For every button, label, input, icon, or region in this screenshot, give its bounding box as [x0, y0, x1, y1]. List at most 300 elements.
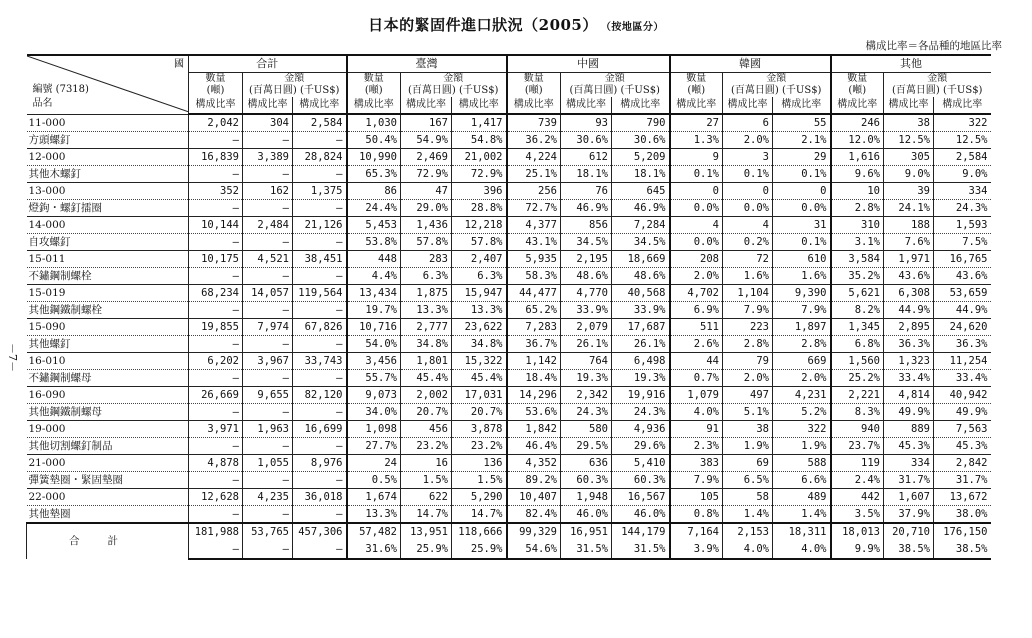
table-cell: 34.5% — [612, 234, 670, 251]
table-cell: 20.7% — [452, 404, 507, 421]
table-cell: 10,175 — [189, 251, 243, 268]
table-cell: 31.7% — [934, 472, 991, 489]
qty-header — [670, 73, 723, 98]
table-cell: 25.2% — [831, 370, 884, 387]
table-cell: 15,947 — [452, 285, 507, 302]
table-cell: 1.4% — [723, 506, 773, 524]
table-cell: 40,942 — [934, 387, 991, 404]
table-cell: 23.7% — [831, 438, 884, 455]
table-cell: 4,224 — [507, 149, 561, 166]
table-cell: — — [243, 404, 293, 421]
table-cell: 46.4% — [507, 438, 561, 455]
table-cell: 30.6% — [561, 132, 612, 149]
data-row-ratios-label: 其他木螺釘 — [27, 166, 189, 183]
data-row-ratios — [27, 472, 991, 489]
table-cell: 44 — [670, 353, 723, 370]
table-cell: 17,687 — [612, 319, 670, 336]
table-cell: 3.1% — [831, 234, 884, 251]
table-cell: 256 — [507, 183, 561, 200]
table-cell: 23.2% — [401, 438, 452, 455]
table-cell: — — [189, 506, 243, 524]
table-cell: 1.6% — [723, 268, 773, 285]
table-cell: 12,218 — [452, 217, 507, 234]
name-label: 品名 — [32, 97, 53, 109]
table-cell: 2,002 — [401, 387, 452, 404]
table-cell: 7,283 — [507, 319, 561, 336]
table-cell: 33.4% — [884, 370, 934, 387]
table-cell: 72.9% — [452, 166, 507, 183]
data-row-values-label: 22-000 — [27, 489, 189, 506]
qty-label: 數量 — [205, 73, 226, 84]
qty-unit: (噸) — [848, 85, 867, 96]
table-cell: 24.1% — [884, 200, 934, 217]
region-other: 其他 — [831, 55, 991, 73]
table-cell: 5,935 — [507, 251, 561, 268]
table-cell: 6.3% — [401, 268, 452, 285]
table-cell: — — [293, 302, 347, 319]
table-cell: 45.4% — [401, 370, 452, 387]
table-cell: 0.0% — [670, 200, 723, 217]
table-cell: 49.9% — [934, 404, 991, 421]
table-cell: 8,976 — [293, 455, 347, 472]
data-row-ratios-label: 彈簧墊圈・緊固墊圈 — [27, 472, 189, 489]
table-cell: 246 — [831, 114, 884, 132]
data-row-values-label: 14-000 — [27, 217, 189, 234]
table-cell: 0.8% — [670, 506, 723, 524]
table-cell: 383 — [670, 455, 723, 472]
table-cell: 2.0% — [723, 370, 773, 387]
table-cell: 38,451 — [293, 251, 347, 268]
data-row-values — [27, 455, 991, 472]
table-cell: 334 — [934, 183, 991, 200]
table-cell: 37.9% — [884, 506, 934, 524]
table-cell: 1,607 — [884, 489, 934, 506]
table-cell: 19.7% — [347, 302, 401, 319]
table-cell: 2.0% — [773, 370, 831, 387]
amount-header — [884, 73, 991, 98]
amount-units: (百萬日圓) (千US$) — [408, 85, 499, 96]
table-cell: 4,702 — [670, 285, 723, 302]
table-cell: 2,342 — [561, 387, 612, 404]
table-cell: 9.6% — [831, 166, 884, 183]
table-cell: 82,120 — [293, 387, 347, 404]
amount-units: (百萬日圓) (千US$) — [249, 85, 340, 96]
title-subtitle: （按地區分） — [605, 22, 664, 33]
table-cell: 6.6% — [773, 472, 831, 489]
table-cell: — — [243, 268, 293, 285]
total-ratio-cell: 31.6% — [347, 541, 401, 559]
table-cell: 1,079 — [670, 387, 723, 404]
table-cell: 35.2% — [831, 268, 884, 285]
amount-units: (百萬日圓) (千US$) — [569, 85, 660, 96]
table-cell: 18.1% — [612, 166, 670, 183]
data-row-values-label: 15-090 — [27, 319, 189, 336]
table-cell: 44.9% — [934, 302, 991, 319]
total-ratio-cell: — — [243, 541, 293, 559]
table-cell: 36.3% — [884, 336, 934, 353]
table-cell: 4,231 — [773, 387, 831, 404]
table-cell: — — [189, 302, 243, 319]
data-row-ratios-label: 不鏽鋼制螺栓 — [27, 268, 189, 285]
table-cell: 5,290 — [452, 489, 507, 506]
table-cell: — — [293, 132, 347, 149]
table-cell: 5,621 — [831, 285, 884, 302]
table-cell: 322 — [773, 421, 831, 438]
table-cell: 2.8% — [773, 336, 831, 353]
table-cell: 14.7% — [401, 506, 452, 524]
total-cell: 181,988 — [189, 523, 243, 541]
ratio-header: 構成比率 — [189, 97, 243, 114]
table-cell: 34.5% — [561, 234, 612, 251]
table-cell: 53.6% — [507, 404, 561, 421]
table-cell: 48.6% — [612, 268, 670, 285]
data-row-ratios — [27, 404, 991, 421]
table-cell: 26.1% — [612, 336, 670, 353]
qty-label: 數量 — [847, 73, 868, 84]
table-cell: 31.7% — [884, 472, 934, 489]
data-row-values — [27, 353, 991, 370]
table-cell: 6,498 — [612, 353, 670, 370]
table-cell: 16,567 — [612, 489, 670, 506]
table-cell: 511 — [670, 319, 723, 336]
table-cell: 24.3% — [934, 200, 991, 217]
table-cell: 28.8% — [452, 200, 507, 217]
table-cell: 72 — [723, 251, 773, 268]
total-ratio-cell: 38.5% — [934, 541, 991, 559]
table-cell: 5,209 — [612, 149, 670, 166]
table-cell: — — [189, 132, 243, 149]
qty-label: 數量 — [363, 73, 384, 84]
table-cell: 2,895 — [884, 319, 934, 336]
total-ratio-cell: 38.5% — [884, 541, 934, 559]
total-ratio-cell: — — [293, 541, 347, 559]
table-cell: 24,620 — [934, 319, 991, 336]
table-cell: 24 — [347, 455, 401, 472]
data-row-ratios-label: 其他墊圈 — [27, 506, 189, 524]
data-row-ratios — [27, 234, 991, 251]
table-cell: 45.3% — [884, 438, 934, 455]
table-cell: 9 — [670, 149, 723, 166]
table-cell: 456 — [401, 421, 452, 438]
table-cell: 8.3% — [831, 404, 884, 421]
table-cell: 12.0% — [831, 132, 884, 149]
table-cell: 167 — [401, 114, 452, 132]
table-cell: 739 — [507, 114, 561, 132]
total-cell: 13,951 — [401, 523, 452, 541]
total-ratio-cell: 54.6% — [507, 541, 561, 559]
table-cell: 7.9% — [773, 302, 831, 319]
amount-label: 金額 — [284, 73, 305, 84]
data-row-ratios — [27, 166, 991, 183]
ratio-header: 構成比率 — [612, 97, 670, 114]
data-row-ratios-label: 自攻螺釘 — [27, 234, 189, 251]
table-cell: — — [293, 370, 347, 387]
table-cell: 4,377 — [507, 217, 561, 234]
table-cell: 34.0% — [347, 404, 401, 421]
table-cell: 5,453 — [347, 217, 401, 234]
table-cell: 89.2% — [507, 472, 561, 489]
table-cell: 16,699 — [293, 421, 347, 438]
table-cell: 54.9% — [401, 132, 452, 149]
table-cell: — — [293, 404, 347, 421]
data-row-ratios — [27, 302, 991, 319]
table-cell: 47 — [401, 183, 452, 200]
table-cell: 2.3% — [670, 438, 723, 455]
table-cell: 34.8% — [452, 336, 507, 353]
region-taiwan: 臺灣 — [347, 55, 507, 73]
data-row-values — [27, 114, 991, 132]
qty-header — [507, 73, 561, 98]
table-cell: 2.8% — [831, 200, 884, 217]
amount-label: 金額 — [604, 73, 625, 84]
table-cell: 27 — [670, 114, 723, 132]
table-cell: 36.3% — [934, 336, 991, 353]
table-cell: 25.1% — [507, 166, 561, 183]
table-cell: 60.3% — [561, 472, 612, 489]
table-cell: 1,345 — [831, 319, 884, 336]
table-cell: 790 — [612, 114, 670, 132]
table-cell: 6,308 — [884, 285, 934, 302]
table-cell: 13.3% — [401, 302, 452, 319]
table-cell: 24.4% — [347, 200, 401, 217]
table-cell: 1.4% — [773, 506, 831, 524]
table-cell: 20.7% — [401, 404, 452, 421]
table-cell: 1,560 — [831, 353, 884, 370]
table-cell: 29 — [773, 149, 831, 166]
table-cell: 43.1% — [507, 234, 561, 251]
table-cell: 588 — [773, 455, 831, 472]
data-row-ratios — [27, 336, 991, 353]
table-cell: 1,055 — [243, 455, 293, 472]
table-cell: 21,126 — [293, 217, 347, 234]
data-row-ratios — [27, 268, 991, 285]
table-cell: 50.4% — [347, 132, 401, 149]
data-row-values-label: 11-000 — [27, 114, 189, 132]
data-row-values — [27, 489, 991, 506]
table-cell: 1,436 — [401, 217, 452, 234]
total-label: 合計 — [27, 523, 189, 559]
table-cell: 1.9% — [773, 438, 831, 455]
table-cell: 4,878 — [189, 455, 243, 472]
table-cell: 0.2% — [723, 234, 773, 251]
table-cell: 2.6% — [670, 336, 723, 353]
table-cell: 2,842 — [934, 455, 991, 472]
table-cell: 29.0% — [401, 200, 452, 217]
total-ratio-cell: 25.9% — [401, 541, 452, 559]
table-cell: — — [293, 268, 347, 285]
code-label: 編號 (7318) — [32, 83, 89, 95]
table-cell: 53.8% — [347, 234, 401, 251]
table-cell: 764 — [561, 353, 612, 370]
data-row-values — [27, 319, 991, 336]
table-cell: 58 — [723, 489, 773, 506]
table-cell: 7,974 — [243, 319, 293, 336]
table-cell: 940 — [831, 421, 884, 438]
table-cell: 2,584 — [934, 149, 991, 166]
table-cell: 54.8% — [452, 132, 507, 149]
qty-header — [189, 73, 243, 98]
data-row-values — [27, 251, 991, 268]
total-cell: 144,179 — [612, 523, 670, 541]
total-ratio-cell: — — [189, 541, 243, 559]
table-cell: — — [189, 472, 243, 489]
table-cell: 2,484 — [243, 217, 293, 234]
data-row-ratios-label: 其他鋼鐵制螺栓 — [27, 302, 189, 319]
table-cell: 9,655 — [243, 387, 293, 404]
table-cell: 0.1% — [670, 166, 723, 183]
total-cell: 176,150 — [934, 523, 991, 541]
region-korea: 韓國 — [670, 55, 831, 73]
table-cell: 12.5% — [934, 132, 991, 149]
table-cell: 67,826 — [293, 319, 347, 336]
data-row-values-label: 15-019 — [27, 285, 189, 302]
table-cell: 4.0% — [670, 404, 723, 421]
data-row-ratios — [27, 438, 991, 455]
data-row-values-label: 12-000 — [27, 149, 189, 166]
table-cell: 76 — [561, 183, 612, 200]
ratio-header: 構成比率 — [243, 97, 293, 114]
table-cell: 1.5% — [401, 472, 452, 489]
table-cell: 31 — [773, 217, 831, 234]
table-cell: 645 — [612, 183, 670, 200]
ratio-header: 構成比率 — [934, 97, 991, 114]
table-cell: — — [293, 200, 347, 217]
table-cell: 322 — [934, 114, 991, 132]
import-table — [26, 54, 991, 560]
qty-unit: (噸) — [524, 85, 543, 96]
ratio-header: 構成比率 — [723, 97, 773, 114]
table-cell: 23.2% — [452, 438, 507, 455]
table-cell: 10,407 — [507, 489, 561, 506]
table-cell: 4 — [670, 217, 723, 234]
table-cell: — — [189, 268, 243, 285]
total-cell: 18,013 — [831, 523, 884, 541]
table-cell: 136 — [452, 455, 507, 472]
table-cell: 12,628 — [189, 489, 243, 506]
total-cell: 20,710 — [884, 523, 934, 541]
table-cell: 4.4% — [347, 268, 401, 285]
table-cell: 24.3% — [612, 404, 670, 421]
table-cell: 16,839 — [189, 149, 243, 166]
table-cell: — — [243, 438, 293, 455]
table-cell: 29.6% — [612, 438, 670, 455]
amount-label: 金額 — [443, 73, 464, 84]
table-cell: 3,456 — [347, 353, 401, 370]
table-cell: 45.3% — [934, 438, 991, 455]
table-cell: 352 — [189, 183, 243, 200]
ratio-header: 構成比率 — [452, 97, 507, 114]
table-cell: 580 — [561, 421, 612, 438]
table-cell: 18.1% — [561, 166, 612, 183]
table-cell: 2.4% — [831, 472, 884, 489]
table-cell: 39 — [884, 183, 934, 200]
table-cell: 13,434 — [347, 285, 401, 302]
table-cell: 0.1% — [723, 166, 773, 183]
data-row-ratios — [27, 200, 991, 217]
region-total: 合計 — [189, 55, 347, 73]
table-cell: 304 — [243, 114, 293, 132]
table-cell: 9,073 — [347, 387, 401, 404]
table-cell: 610 — [773, 251, 831, 268]
table-cell: 19.3% — [612, 370, 670, 387]
table-cell: 36,018 — [293, 489, 347, 506]
table-cell: 0 — [670, 183, 723, 200]
table-cell: 19.3% — [561, 370, 612, 387]
table-cell: 0.0% — [723, 200, 773, 217]
total-ratio-cell: 4.0% — [723, 541, 773, 559]
table-cell: 27.7% — [347, 438, 401, 455]
table-cell: 3.5% — [831, 506, 884, 524]
table-cell: 7,284 — [612, 217, 670, 234]
table-cell: 2,042 — [189, 114, 243, 132]
table-cell: 0.1% — [773, 166, 831, 183]
amount-header — [243, 73, 347, 98]
table-cell: 55 — [773, 114, 831, 132]
table-cell: 13.3% — [452, 302, 507, 319]
table-cell: 49.9% — [884, 404, 934, 421]
table-cell: 2,407 — [452, 251, 507, 268]
ratio-header: 構成比率 — [507, 97, 561, 114]
table-cell: 3,971 — [189, 421, 243, 438]
table-cell: 14,057 — [243, 285, 293, 302]
table-cell: 3,967 — [243, 353, 293, 370]
data-row-values — [27, 149, 991, 166]
data-row-values-label: 16-010 — [27, 353, 189, 370]
data-row-values — [27, 217, 991, 234]
table-cell: 79 — [723, 353, 773, 370]
table-cell: 1,963 — [243, 421, 293, 438]
table-cell: 4,521 — [243, 251, 293, 268]
table-cell: — — [243, 234, 293, 251]
table-cell: 1.9% — [723, 438, 773, 455]
table-cell: 10 — [831, 183, 884, 200]
table-cell: 1.5% — [452, 472, 507, 489]
table-cell: — — [189, 200, 243, 217]
page-side-mark: －7－ — [6, 343, 19, 372]
table-cell: 19,855 — [189, 319, 243, 336]
total-cell: 7,164 — [670, 523, 723, 541]
table-cell: 44.9% — [884, 302, 934, 319]
data-row-values-label: 19-000 — [27, 421, 189, 438]
data-row-values-label: 16-090 — [27, 387, 189, 404]
total-ratio-cell: 3.9% — [670, 541, 723, 559]
table-cell: 1,375 — [293, 183, 347, 200]
table-cell: 29.5% — [561, 438, 612, 455]
table-cell: — — [243, 302, 293, 319]
table-cell: 34.8% — [401, 336, 452, 353]
table-cell: 9,390 — [773, 285, 831, 302]
table-cell: 46.0% — [561, 506, 612, 524]
table-cell: 11,254 — [934, 353, 991, 370]
table-cell: 1,098 — [347, 421, 401, 438]
table-cell: 1,323 — [884, 353, 934, 370]
table-cell: 93 — [561, 114, 612, 132]
table-cell: 188 — [884, 217, 934, 234]
table-cell: 38.0% — [934, 506, 991, 524]
amount-units: (百萬日圓) (千US$) — [892, 85, 983, 96]
amount-header — [723, 73, 831, 98]
table-cell: 1,593 — [934, 217, 991, 234]
table-cell: — — [189, 166, 243, 183]
ratio-header: 構成比率 — [670, 97, 723, 114]
amount-header — [561, 73, 670, 98]
amount-units: (百萬日圓) (千US$) — [731, 85, 822, 96]
data-row-ratios-label: 其他切割螺釘制品 — [27, 438, 189, 455]
qty-unit: (噸) — [687, 85, 706, 96]
table-cell: 7.9% — [723, 302, 773, 319]
total-cell: 457,306 — [293, 523, 347, 541]
table-cell: 0.5% — [347, 472, 401, 489]
